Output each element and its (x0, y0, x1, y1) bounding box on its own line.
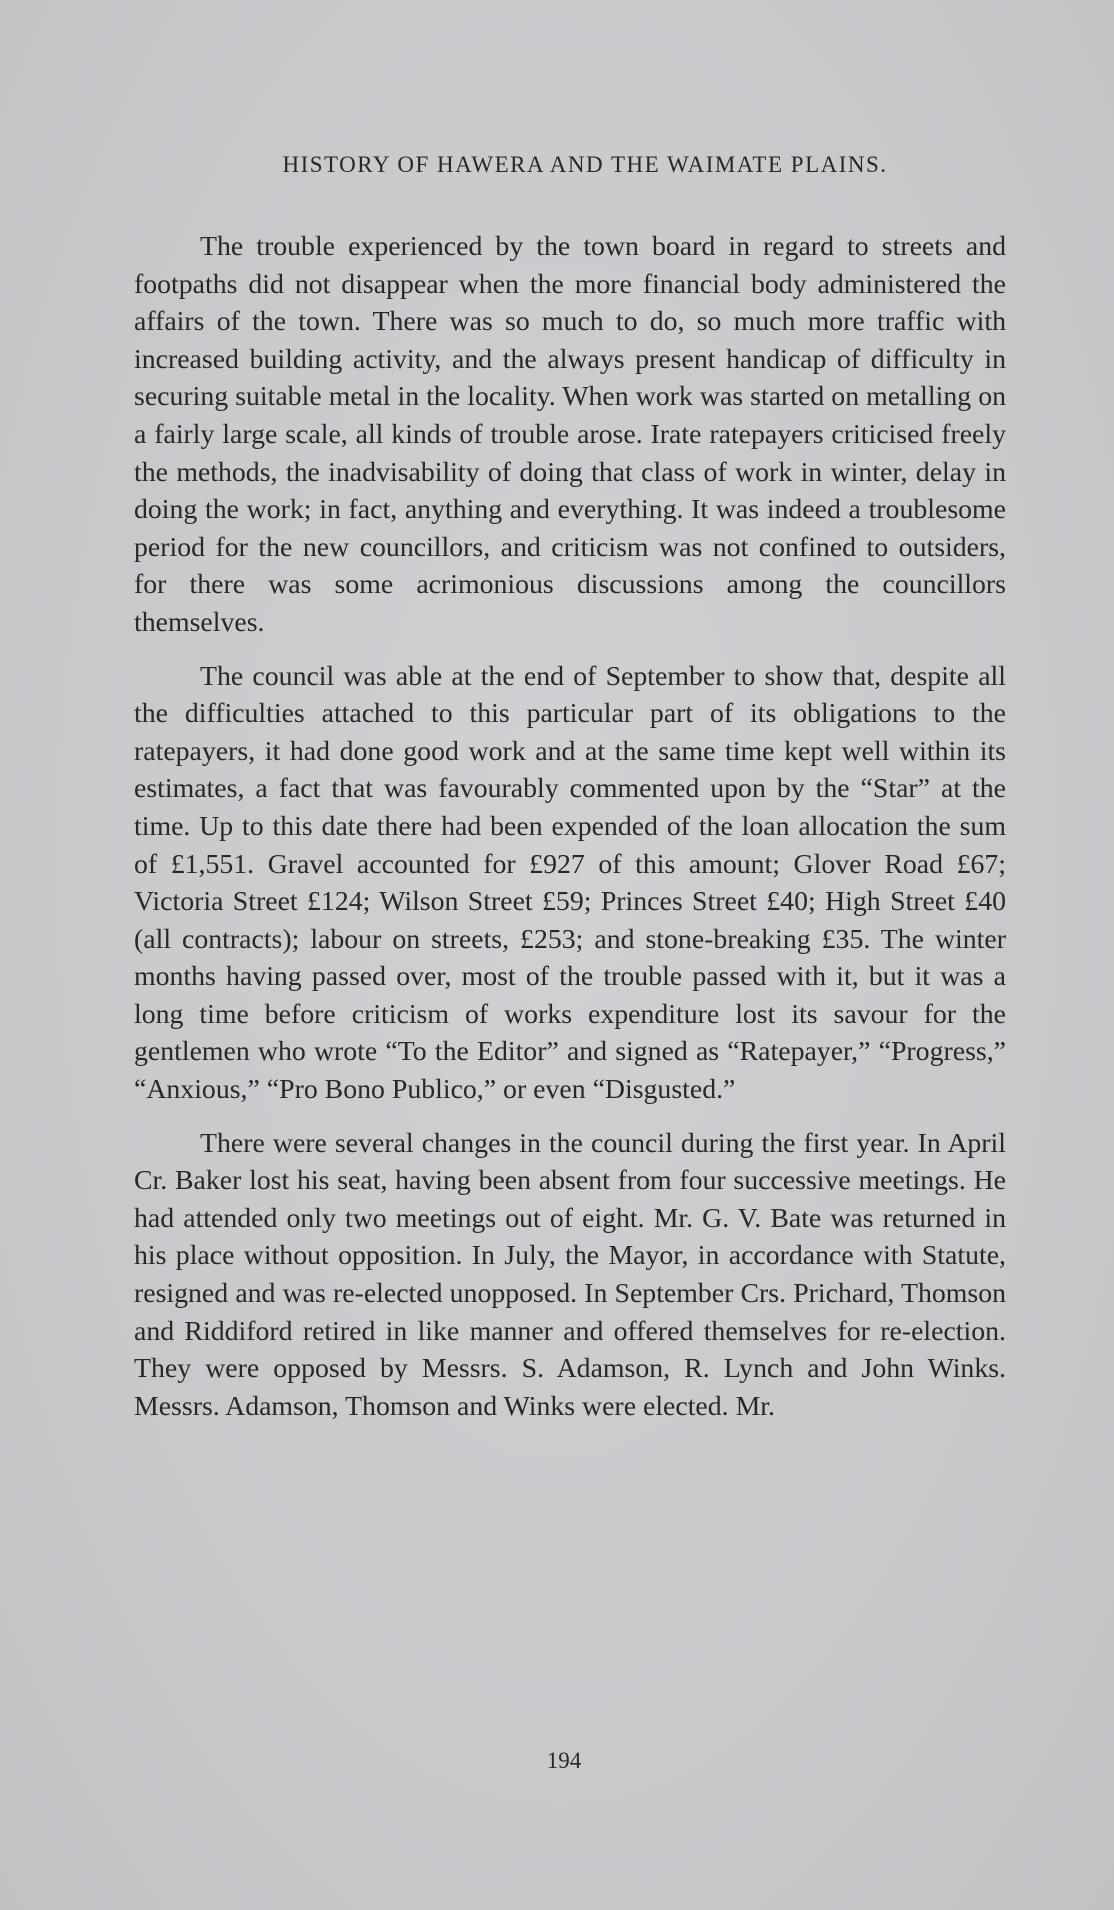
paragraph-1: The trouble experienced by the town board in regard to streets and footpaths did not disappear when the more financial body administered the affairs of the town. There was so much to do, so much more traffic with increased building activity, and the always present handicap of difficulty in securing suitable metal in the locality. When work was started on metalling on a fairly large scale, all kinds of trouble arose. Irate ratepayers criticised freely the methods, the inadvisability of doing that class of work in winter, delay in doing the work; in fact, anything and everything. It was indeed a troublesome period for the new councillors, and criticism was not confined to outsiders, for there was some acrimonious discussions among the councillors themselves. (134, 231, 1006, 638)
running-head: HISTORY OF HAWERA AND THE WAIMATE PLAINS. (282, 152, 888, 177)
paragraph-2: The council was able at the end of September to show that, despite all the difficulties attached to this particular part of its obligations to the ratepayers, it had done good work and at the same time kept well within its estimates, a fact that was favourably commented upon by the “Star” at the time. Up to this date there had been expended of the loan allocation the sum of £1,551. Gravel accounted for £927 of this amount; Glover Road £67; Victoria Street £124; Wilson Street £59; Princes Street £40; High Street £40 (all contracts); labour on streets, £253; and stone-breaking £35. The winter months having passed over, most of the trouble passed with it, but it was a long time before criticism of works expenditure lost its savour for the gentlemen who wrote “To the Editor” and signed as “Ratepayer,” “Progress,” “Anxious,” “Pro Bono Publico,” or even “Disgusted.” (134, 660, 1006, 1106)
page-number: 194 (546, 1748, 582, 1773)
paragraph-3: There were several changes in the council during the first year. In April Cr. Baker lost his seat, having been absent from four successive meetings. He had attended only two meetings out of eight. Mr. G. V. Bate was returned in his place without opposition. In July, the Mayor, in accordance with Statute, resigned and was re-elected unopposed. In September Crs. Prichard, Thomson and Riddiford retired in like manner and offered themselves for re-election. They were opposed by Messrs. S. Adamson, R. Lynch and John Winks. Messrs. Adamson, Thomson and Winks were elected. Mr. (134, 1127, 1006, 1422)
body-text (134, 228, 1006, 1441)
